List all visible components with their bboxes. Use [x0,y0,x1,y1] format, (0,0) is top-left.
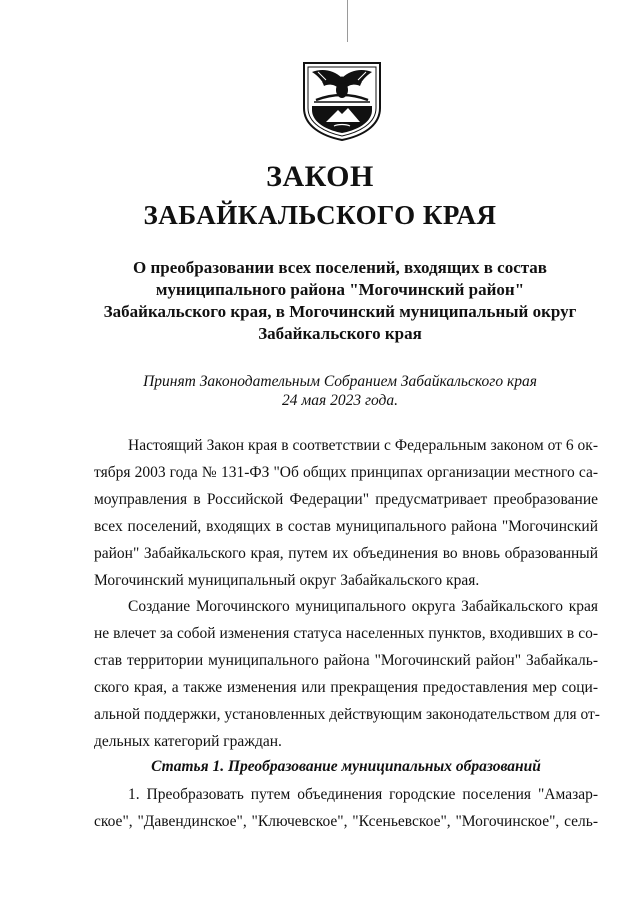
preamble-paragraph [94,432,598,594]
text-line: став территории муниципального района "Могочинский район" Забайкаль- [94,652,598,669]
scan-crop-line [347,0,348,42]
text-line: 1. Преобразовать путем объединения городские поселения "Амазар- [128,786,598,803]
law-title: ЗАКОН [266,160,374,193]
text-line: Настоящий Закон края в соответствии с Федеральным законом от 6 ок- [128,437,598,454]
text-line: моуправления в Российской Федерации" предусматривает преобразование [94,491,598,508]
subject-line: О преобразовании всех поселений, входящих в состав [132,258,547,277]
text-line: ское", "Давендинское", "Ключевское", "Ксеньевское", "Могочинское", сель- [94,813,598,830]
text-line: ского края, а также изменения или прекращения предоставления мер соци- [94,679,598,696]
law-region-title: ЗАБАЙКАЛЬСКОГО КРАЯ [143,200,497,230]
text-line: тября 2003 года № 131-ФЗ "Об общих принципах организации местного са- [94,464,598,481]
article-heading: Статья 1. Преобразование муниципальных образований [151,758,541,775]
adoption-note [60,372,620,410]
coat-of-arms-icon [300,60,384,142]
text-line: Могочинский муниципальный округ Забайкальского края. [94,572,480,589]
text-line: район" Забайкальского края, путем их объединения во вновь образованный [94,545,598,562]
article-1-paragraph [94,781,598,835]
adoption-body: Принят Законодательным Собранием Забайкальского края [143,373,537,390]
law-subject [60,257,620,345]
text-line: всех поселений, входящих в состав муниципального района "Могочинский [94,518,598,535]
subject-line: Забайкальского края, в Могочинский муниципальный округ [103,302,577,321]
text-line: Создание Могочинского муниципального округа Забайкальского края [128,598,598,615]
text-line: дельных категорий граждан. [94,733,282,750]
subject-line: муниципального района "Могочинский район" [155,280,525,299]
text-line: не влечет за собой изменения статуса населенных пунктов, входивших в со- [94,625,598,642]
subject-line: Забайкальского края [258,324,422,343]
text-line: альной поддержки, установленных действующим законодательством для от- [94,706,600,723]
creation-paragraph [94,593,598,755]
adoption-date: 24 мая 2023 года. [281,392,399,409]
